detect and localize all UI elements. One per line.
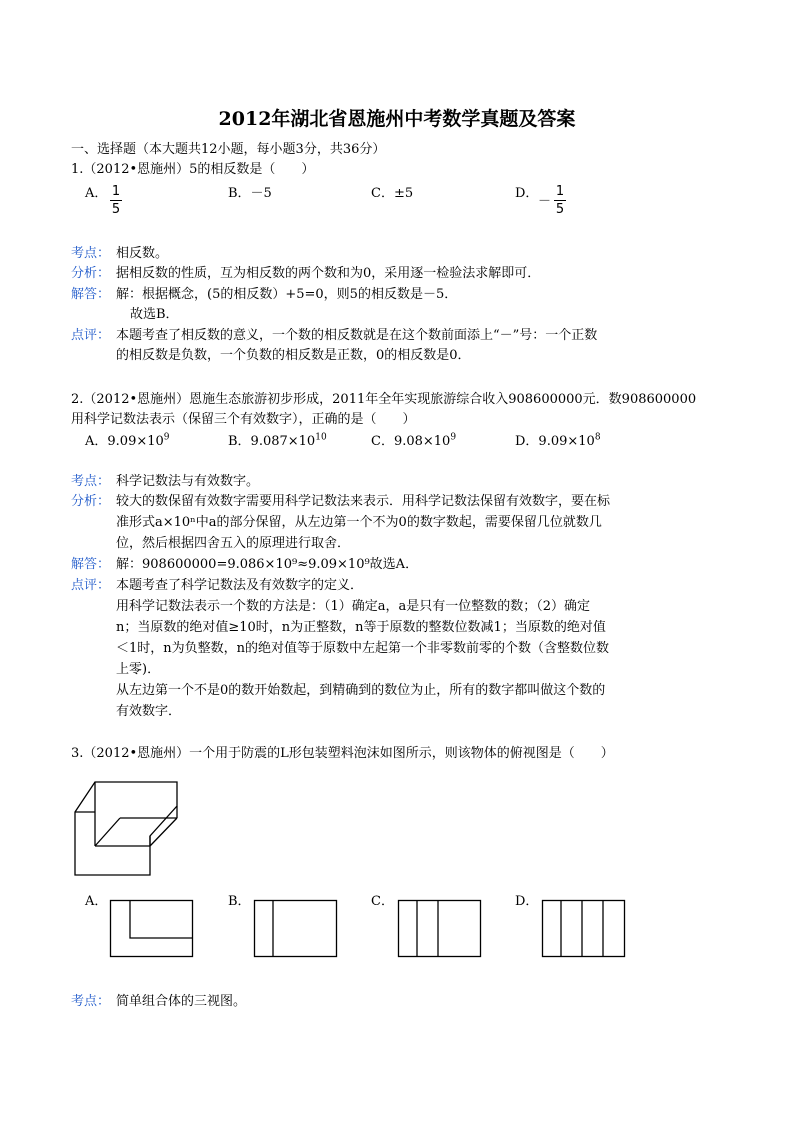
q1-kaodian: 相反数。 — [116, 246, 169, 261]
q2-jieda: 解：908600000=9.086×10⁹≈9.09×10⁹故选A． — [116, 557, 419, 572]
q1-dianping-line1: 本题考查了相反数的意义，一个数的相反数就是在这个数前面添上“－”号：一个正数 — [116, 328, 598, 343]
q2-option-d: D．$9.09\times 10^8$ — [515, 432, 601, 449]
q1-option-a-denominator: 5 — [111, 202, 121, 217]
q3-option-c-label: C． — [371, 894, 394, 909]
q2-fenxi-line2: 准形式a×10ⁿ中a的部分保留，从左边第一个不为0的数字数起，需要保留几位就数几 — [116, 515, 602, 530]
q2-dianping-line1: 本题考查了科学记数法及有效数字的定义． — [116, 578, 364, 593]
q2-dianping-line2: 用科学记数法表示一个数的方法是：（1）确定a，a是只有一位整数的数；（2）确定 — [116, 599, 591, 614]
kaodian-label: 考点： — [71, 246, 111, 261]
q1-option-d-label: D． — [515, 186, 539, 201]
q1-option-a-label: A． — [85, 186, 108, 201]
q2-fenxi-line1: 较大的数保留有效数字需要用科学记数法来表示．用科学记数法保留有效数字，要在标 — [116, 494, 611, 509]
q2-option-a: A．$9.09\times 10^9$ — [85, 432, 170, 449]
q3-option-d-figure — [542, 900, 626, 958]
q1-jieda-line1: 解：根据概念，(5的相反数）+5=0，则5的相反数是－5． — [116, 287, 458, 302]
q1-option-d-fraction — [554, 184, 566, 217]
kaodian-label: 考点： — [71, 994, 111, 1009]
q3-kaodian: 简单组合体的三视图。 — [116, 994, 247, 1009]
q2-dianping-line3: n；当原数的绝对值≥10时，n为正整数，n等于原数的整数位数减1；当原数的绝对值 — [116, 620, 606, 635]
section-heading: 一、选择题（本大题共12小题，每小题3分，共36分） — [71, 142, 386, 157]
q2-option-c: C．$9.08\times 10^9$ — [371, 432, 457, 449]
q2-dianping-line5: 上零)． — [116, 662, 161, 677]
q3-option-c-figure — [398, 900, 482, 958]
q1-option-b: B．－5 — [228, 186, 272, 201]
q2-kaodian: 科学记数法与有效数字。 — [116, 474, 260, 489]
q1-fenxi: 据相反数的性质，互为相反数的两个数和为0，采用逐一检验法求解即可． — [116, 266, 541, 281]
kaodian-label: 考点： — [71, 474, 111, 489]
q3-option-a-label: A． — [85, 894, 108, 909]
page-title: 2012年湖北省恩施州中考数学真题及答案 — [218, 108, 576, 130]
q1-option-d-denominator: 5 — [555, 202, 565, 217]
q2-dianping-line6: 从左边第一个不是0的数开始数起，到精确到的数位为止，所有的数字都叫做这个数的 — [116, 683, 606, 698]
dianping-label: 点评： — [71, 328, 111, 343]
q2-dianping-line7: 有效数字． — [116, 704, 182, 719]
q3-stem: 3.（2012•恩施州）一个用于防震的L形包装塑料泡沫如图所示，则该物体的俯视图是（ ） — [71, 746, 614, 761]
q1-option-a-fraction — [110, 184, 122, 217]
q2-stem-line2: 用科学记数法表示（保留三个有效数字），正确的是（ ） — [71, 412, 416, 427]
q1-option-a-numerator: 1 — [111, 184, 121, 199]
q3-option-b-figure — [254, 900, 338, 958]
jieda-label: 解答： — [71, 557, 111, 572]
fenxi-label: 分析： — [71, 494, 111, 509]
fraction-bar — [110, 200, 122, 201]
q1-option-d-numerator: 1 — [555, 184, 565, 199]
q3-option-b-label: B． — [228, 894, 251, 909]
jieda-label: 解答： — [71, 287, 111, 302]
q3-option-a-figure — [110, 900, 194, 958]
q3-option-d-label: D． — [515, 894, 539, 909]
q1-option-c: C．±5 — [371, 186, 414, 201]
q2-fenxi-line3: 位，然后根据四舍五入的原理进行取舍． — [116, 536, 351, 551]
fraction-bar — [554, 200, 566, 201]
q1-option-d-sign: － — [538, 194, 552, 209]
q1-jieda-line2: 故选B． — [130, 307, 179, 322]
q1-stem: 1.（2012•恩施州）5的相反数是（ ） — [71, 162, 315, 177]
q2-stem-line1: 2.（2012•恩施州）恩施生态旅游初步形成，2011年全年实现旅游综合收入908600000元．数908600000 — [71, 392, 697, 407]
q1-dianping-line2: 的相反数是负数，一个负数的相反数是正数，0的相反数是0． — [116, 348, 471, 363]
fenxi-label: 分析： — [71, 266, 111, 281]
l-shaped-foam-figure — [72, 770, 182, 880]
q2-dianping-line4: ＜1时，n为负整数，n的绝对值等于原数中左起第一个非零数前零的个数（含整数位数 — [116, 641, 610, 656]
dianping-label: 点评： — [71, 578, 111, 593]
q2-option-b: B．$9.087\times 10^{10}$ — [228, 432, 327, 449]
